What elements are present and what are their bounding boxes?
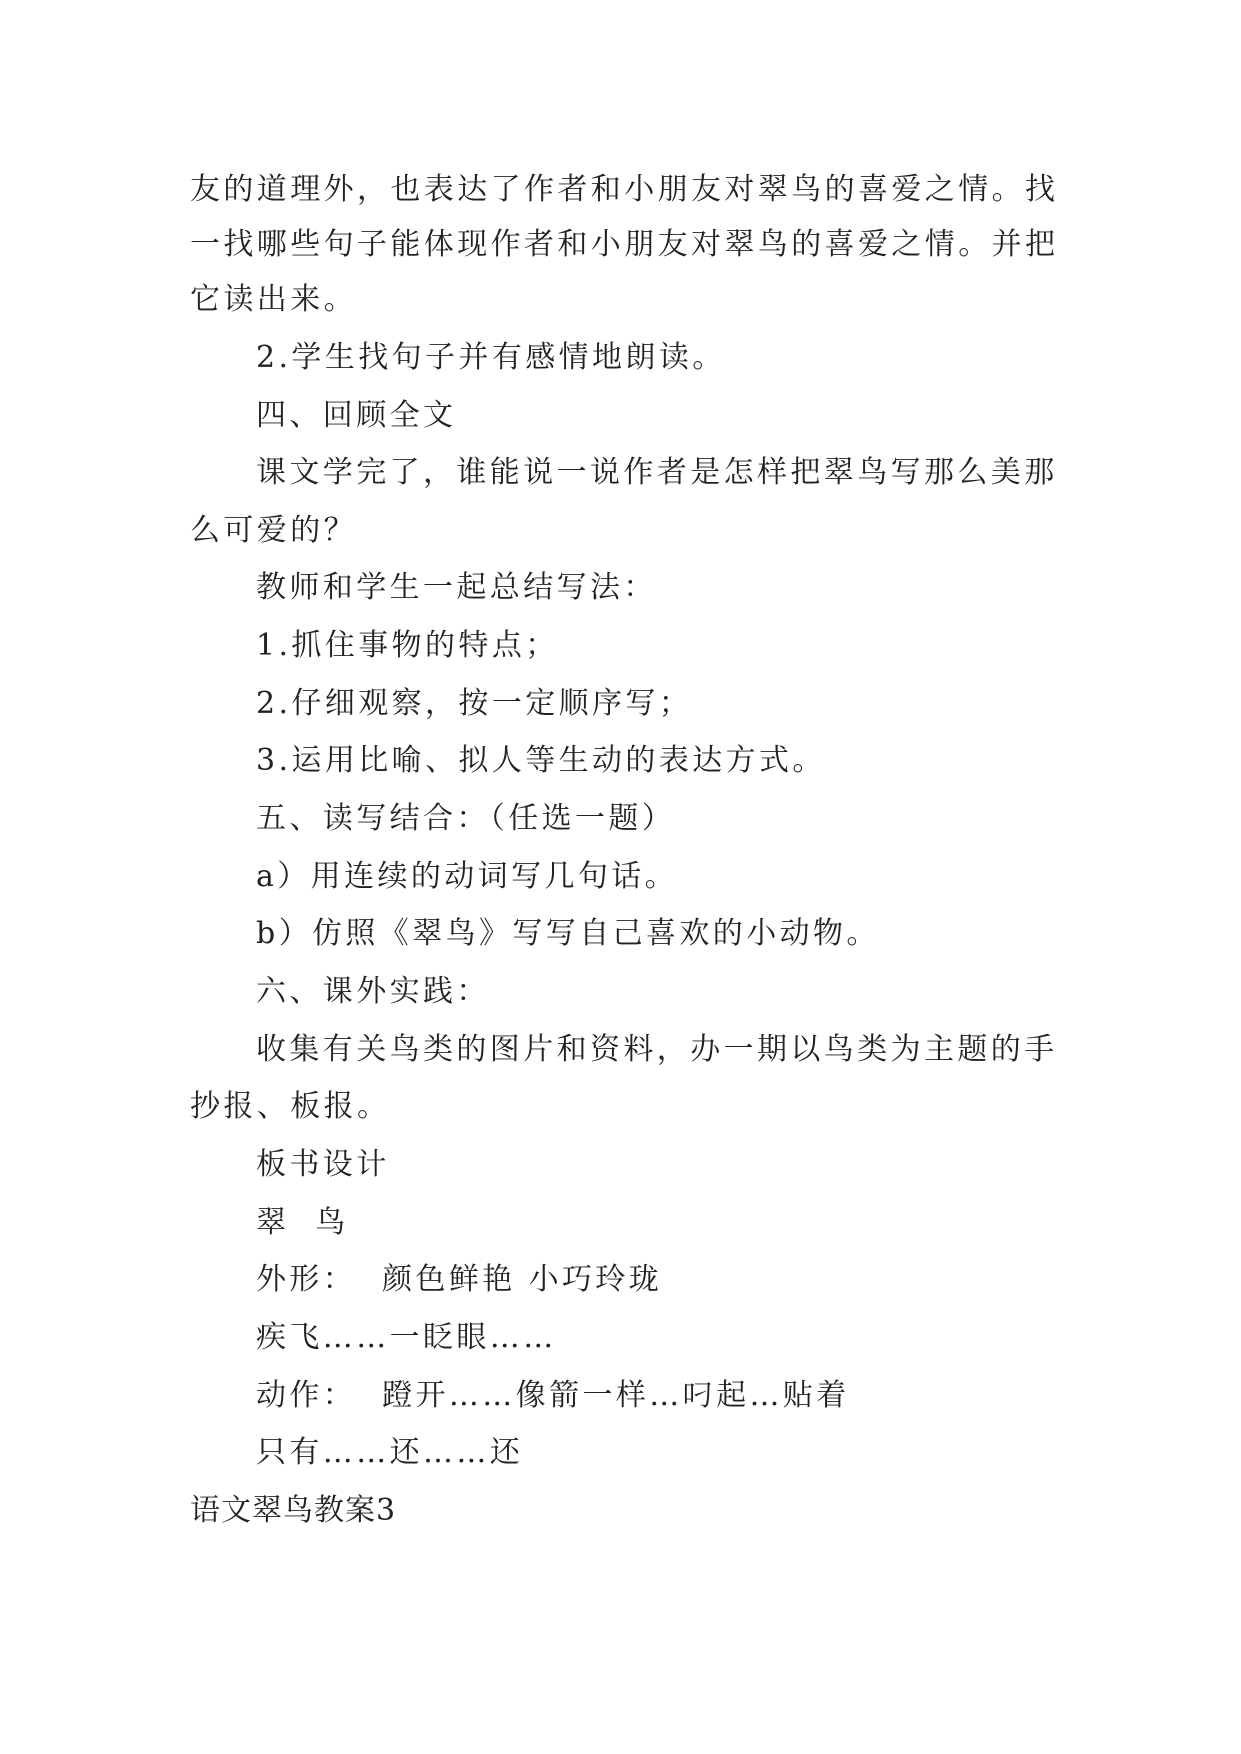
- paragraph-line: 收集有关鸟类的图片和资料，办一期以鸟类为主题的手: [256, 1032, 1058, 1067]
- list-item: 2.学生找句子并有感情地朗读。: [256, 340, 726, 375]
- board-line: 疾飞……一眨眼……: [256, 1320, 557, 1355]
- next-section-title: 语文翠鸟教案3: [190, 1493, 397, 1528]
- section-heading: 四、回顾全文: [256, 398, 457, 433]
- list-item: b）仿照《翠鸟》写写自己喜欢的小动物。: [256, 916, 880, 951]
- list-item: 1.抓住事物的特点；: [256, 628, 559, 663]
- list-item: 3.运用比喻、拟人等生动的表达方式。: [256, 743, 826, 778]
- board-line: 动作： 蹬开……像箭一样…叼起…贴着: [256, 1378, 850, 1413]
- list-item: a）用连续的动词写几句话。: [256, 859, 679, 894]
- paragraph-line: 友的道理外，也表达了作者和小朋友对翠鸟的喜爱之情。找: [190, 172, 1059, 207]
- board-line: 只有……还……还: [256, 1435, 524, 1470]
- paragraph-line: 抄报、板报。: [190, 1089, 391, 1124]
- paragraph-line: 么可爱的？: [190, 513, 357, 548]
- section-heading: 六、课外实践：: [256, 974, 490, 1009]
- board-line: 外形： 颜色鲜艳 小巧玲珑: [256, 1262, 663, 1297]
- section-heading: 五、读写结合：（任选一题）: [256, 801, 676, 836]
- paragraph-line: 课文学完了，谁能说一说作者是怎样把翠鸟写那么美那: [256, 455, 1058, 490]
- list-item: 2.仔细观察，按一定顺序写；: [256, 686, 693, 721]
- paragraph-line: 它读出来。: [190, 282, 357, 317]
- paragraph-line: 教师和学生一起总结写法：: [256, 570, 657, 605]
- board-title: 翠 鸟: [256, 1205, 349, 1240]
- section-heading: 板书设计: [256, 1147, 390, 1182]
- paragraph-line: 一找哪些句子能体现作者和小朋友对翠鸟的喜爱之情。并把: [190, 227, 1059, 262]
